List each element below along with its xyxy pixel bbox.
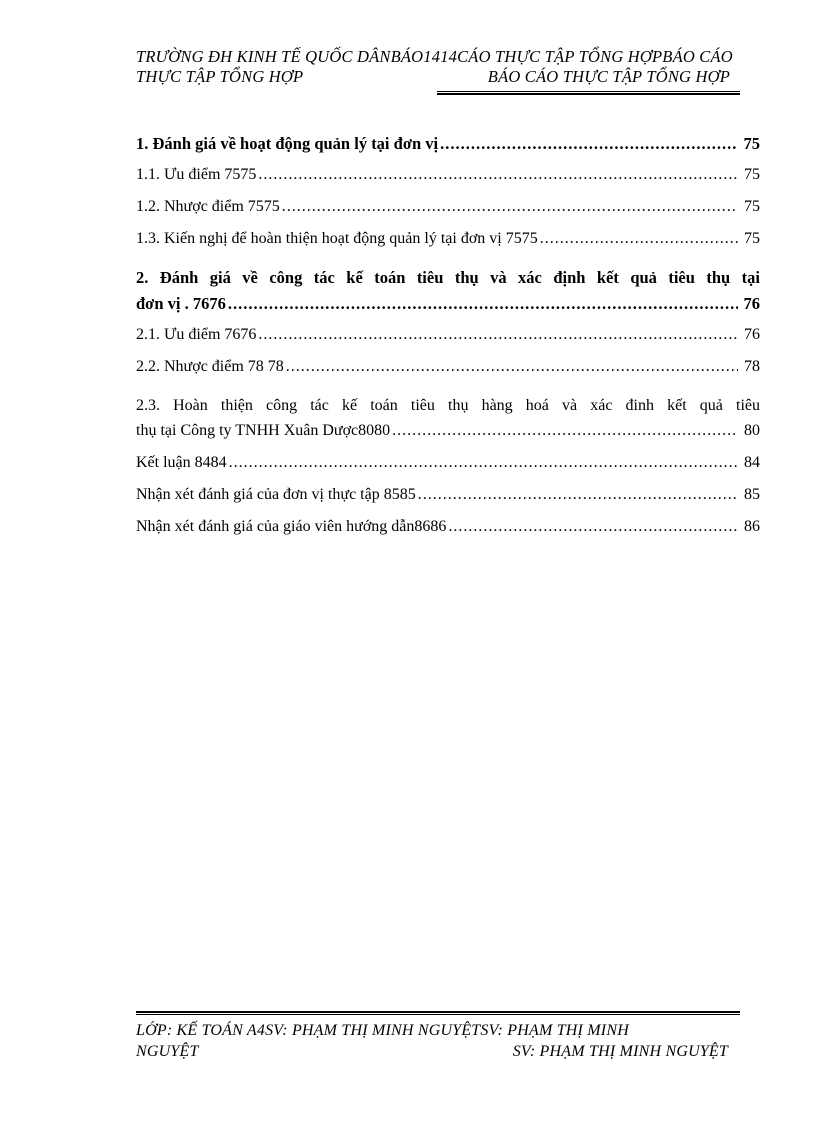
header-line-2 — [136, 67, 740, 87]
toc-entry-2-3-line1[interactable]: 2.3. Hoàn thiện công tác kế toán tiêu thụ hàng hoá và xác đinh kết quả tiêu — [136, 397, 760, 414]
toc-entry-1-2[interactable] — [136, 198, 760, 230]
toc-entry-1-3[interactable] — [136, 230, 760, 262]
toc-leader-dots — [286, 358, 738, 376]
toc-entry-advisor-review[interactable] — [136, 518, 760, 550]
header-line-1: TRƯỜNG ĐH KINH TẾ QUỐC DÂNBÁO1414CÁO THỰC TẬP TỔNG HỢPBÁO CÁO — [136, 47, 733, 66]
toc-leader-dots — [258, 166, 738, 184]
toc-entry-2-2[interactable] — [136, 358, 760, 390]
toc-page-number: 75 — [743, 134, 760, 153]
footer-line-2-right: SV: PHẠM THỊ MINH NGUYỆT — [512, 1043, 728, 1060]
toc-entry-label: Nhận xét đánh giá của giáo viên hướng dẫn8686 — [136, 518, 447, 535]
toc-page-number: 85 — [744, 486, 760, 503]
header-rule-thick — [437, 93, 740, 95]
toc-entry-label: đơn vị . 7676 — [136, 294, 226, 313]
toc-page-number: 76 — [743, 294, 760, 313]
toc-entry-label: Nhận xét đánh giá của đơn vị thực tập 8585 — [136, 486, 416, 503]
toc-entry-label: 1.2. Nhược điểm 7575 — [136, 198, 280, 215]
toc-leader-dots — [448, 518, 738, 536]
toc-entry-1[interactable] — [136, 134, 760, 166]
toc-entry-label: 1. Đánh giá về hoạt động quản lý tại đơn vị — [136, 134, 439, 153]
toc-page-number: 78 — [744, 358, 760, 375]
toc-leader-dots — [392, 422, 738, 440]
toc-entry-label: 2.1. Ưu điểm 7676 — [136, 326, 257, 343]
toc-entry-label: Kết luận 8484 — [136, 454, 227, 471]
toc-entry-label: 1.3. Kiến nghị để hoàn thiện hoạt động quản lý tại đơn vị 7575 — [136, 230, 538, 247]
footer-line-2-left: NGUYỆT — [136, 1043, 199, 1060]
toc-leader-dots — [282, 198, 738, 216]
toc-leader-dots — [229, 454, 738, 472]
toc-entry-unit-review[interactable] — [136, 486, 760, 518]
toc-leader-dots — [540, 230, 738, 248]
toc-entry-2[interactable] — [136, 294, 760, 326]
footer-line-1: LỚP: KẾ TOÁN A4SV: PHẠM THỊ MINH NGUYỆTSV: PHẠM THỊ MINH — [136, 1022, 629, 1039]
page-footer — [136, 1012, 740, 1062]
header-line-2-right: BÁO CÁO THỰC TẬP TỔNG HỢP — [487, 67, 730, 86]
toc-entry-label: 2.2. Nhược điểm 78 78 — [136, 358, 284, 375]
toc-page-number: 86 — [744, 518, 760, 535]
toc-leader-dots — [258, 326, 738, 344]
table-of-contents — [136, 134, 760, 550]
toc-page-number: 75 — [744, 198, 760, 215]
toc-page-number: 75 — [744, 166, 760, 183]
toc-page-number: 75 — [744, 230, 760, 247]
page-header — [136, 47, 740, 87]
header-rule-thin — [437, 91, 740, 92]
toc-entry-conclusion[interactable] — [136, 454, 760, 486]
toc-entry-label: 1.1. Ưu điểm 7575 — [136, 166, 257, 183]
toc-leader-dots — [228, 294, 738, 314]
toc-leader-dots — [440, 134, 738, 154]
toc-leader-dots — [418, 486, 738, 504]
toc-page-number: 76 — [744, 326, 760, 343]
toc-entry-1-1[interactable] — [136, 166, 760, 198]
footer-line-2 — [136, 1041, 740, 1062]
toc-entry-2-1[interactable] — [136, 326, 760, 358]
toc-entry-2-3[interactable] — [136, 422, 760, 454]
toc-entry-label: thụ tại Công ty TNHH Xuân Dược8080 — [136, 422, 391, 439]
toc-page-number: 80 — [744, 422, 760, 439]
toc-entry-2-line1[interactable]: 2. Đánh giá về công tác kế toán tiêu thụ và xác định kết quả tiêu thụ tại — [136, 268, 760, 287]
header-line-2-left: THỰC TẬP TỔNG HỢP — [136, 67, 304, 86]
toc-page-number: 84 — [744, 454, 760, 471]
